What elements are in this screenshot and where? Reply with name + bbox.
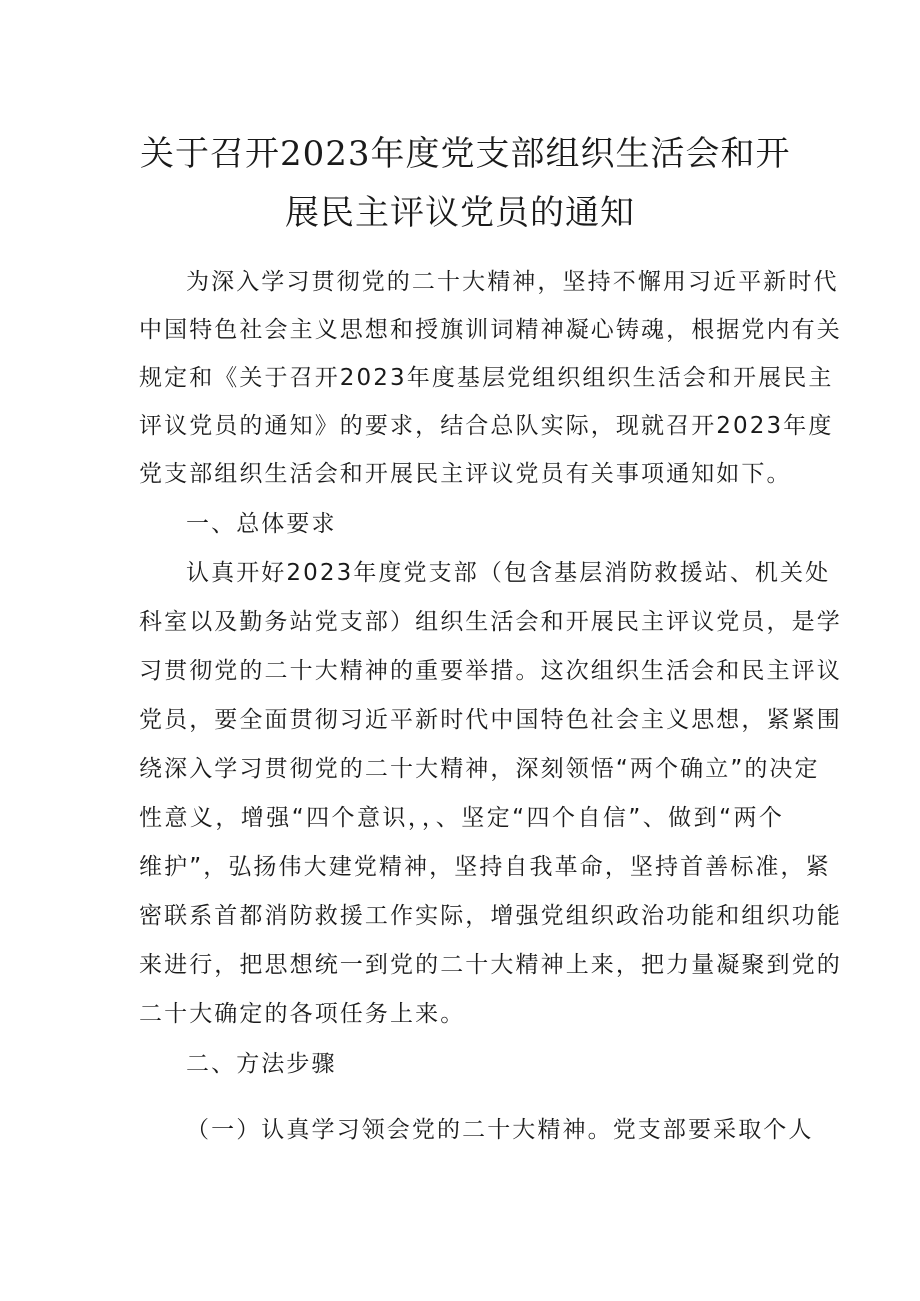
paragraph-2-line: 来进行，把思想统一到党的二十大精神上来，把力量凝聚到党的 [139,952,842,978]
paragraph-1-line: 评议党员的通知》的要求，结合总队实际，现就召开2023年度 [139,413,834,439]
section-heading-method-steps: 二、方法步骤 [186,1051,337,1077]
paragraph-2-line: 党员，要全面贯彻习近平新时代中国特色社会主义思想，紧紧围 [139,707,842,733]
paragraph-2-line: 科室以及勤务站党支部）组织生活会和开展民主评议党员，是学 [139,609,842,635]
paragraph-1-line: 规定和《关于召开2023年度基层党组织组织生活会和开展民主 [139,365,834,391]
paragraph-2-line: 密联系首都消防救援工作实际，增强党组织政治功能和组织功能 [139,903,842,929]
document-title-line-2: 展民主评议党员的通知 [285,193,635,233]
paragraph-2-line: 习贯彻党的二十大精神的重要举措。这次组织生活会和民主评议 [139,658,842,684]
paragraph-1-line: 党支部组织生活会和开展民主评议党员有关事项通知如下。 [139,461,792,487]
paragraph-2-line: 二十大确定的各项任务上来。 [139,1001,466,1027]
paragraph-1-line: 中国特色社会主义思想和授旗训词精神凝心铸魂，根据党内有关 [139,317,842,343]
paragraph-3-line: （一）认真学习领会党的二十大精神。党支部要采取个人 [186,1117,814,1143]
paragraph-2-line: 绕深入学习贯彻党的二十大精神，深刻领悟“两个确立”的决定 [139,756,820,782]
document-title-line-1: 关于召开2023年度党支部组织生活会和开 [140,134,791,174]
section-heading-general-requirements: 一、总体要求 [186,511,337,537]
paragraph-2-line: 性意义，增强“四个意识，，、坚定“四个自信”、做到“两个 [139,805,784,831]
paragraph-1-line: 为深入学习贯彻党的二十大精神，坚持不懈用习近平新时代 [186,269,839,295]
paragraph-2-line: 维护”，弘扬伟大建党精神，坚持自我革命，坚持首善标准，紧 [139,854,831,880]
paragraph-2-line: 认真开好2023年度党支部（包含基层消防救援站、机关处 [186,560,831,586]
